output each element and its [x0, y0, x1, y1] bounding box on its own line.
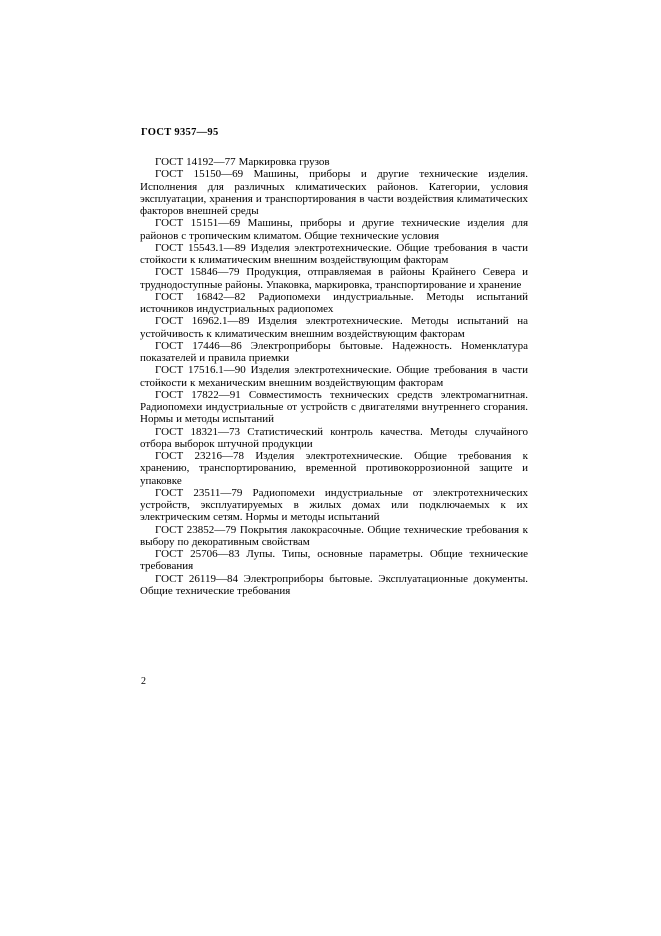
- standard-entry: ГОСТ 17516.1—90 Изделия электротехнические. Общие требования в части стойкости к механическим внешним воздействующим факторам: [140, 364, 528, 389]
- standard-entry: ГОСТ 17446—86 Электроприборы бытовые. Надежность. Номенклатура показателей и правила приемки: [140, 339, 528, 364]
- standard-entry: ГОСТ 15543.1—89 Изделия электротехнические. Общие требования в части стойкости к климатическим внешним воздействующим факторам: [140, 241, 528, 266]
- standard-entry: ГОСТ 14192—77 Маркировка грузов: [155, 156, 330, 168]
- page-number: 2: [141, 676, 146, 687]
- standard-entry: ГОСТ 16842—82 Радиопомехи индустриальные. Методы испытаний источников индустриальных радиопомех: [140, 290, 528, 315]
- standard-entry: ГОСТ 18321—73 Статистический контроль качества. Методы случайного отбора выборок штучной продукции: [140, 425, 528, 450]
- standard-entry: ГОСТ 16962.1—89 Изделия электротехнические. Методы испытаний на устойчивость к климатическим внешним воздействующим факторам: [140, 315, 528, 340]
- standard-entry: ГОСТ 23852—79 Покрытия лакокрасочные. Общие технические требования к выбору по декоративным свойствам: [140, 523, 528, 548]
- standard-entry: ГОСТ 23216—78 Изделия электротехнические. Общие требования к хранению, транспортированию, временной противокоррозионной защите и упаковке: [140, 450, 528, 487]
- standard-entry: ГОСТ 15151—69 Машины, приборы и другие технические изделия для районов с тропическим климатом. Общие технические условия: [140, 217, 528, 242]
- standard-entry: ГОСТ 17822—91 Совместимость технических средств электромагнитная. Радиопомехи индустриальные от устройств с двигателями внутреннего сгорания. Нормы и методы испытаний: [140, 388, 528, 426]
- document-header: ГОСТ 9357—95: [141, 127, 219, 138]
- standard-entry: ГОСТ 15846—79 Продукция, отправляемая в районы Крайнего Севера и труднодоступные районы. Упаковка, маркировка, транспортирование и хранение: [140, 266, 528, 291]
- standards-list: [140, 156, 528, 597]
- standard-entry: ГОСТ 23511—79 Радиопомехи индустриальные от электротехнических устройств, эксплуатируемых в жилых домах или подключаемых к их электрическим сетям. Нормы и методы испытаний: [140, 486, 528, 524]
- standard-entry: ГОСТ 25706—83 Лупы. Типы, основные параметры. Общие технические требования: [140, 548, 528, 573]
- standard-entry: ГОСТ 15150—69 Машины, приборы и другие технические изделия. Исполнения для различных климатических районов. Категории, условия эксплуатации, хранения и транспортирования в части воздействия климатических факторов внешней среды: [140, 168, 528, 217]
- standard-entry: ГОСТ 26119—84 Электроприборы бытовые. Эксплуатационные документы. Общие технические требования: [140, 572, 528, 597]
